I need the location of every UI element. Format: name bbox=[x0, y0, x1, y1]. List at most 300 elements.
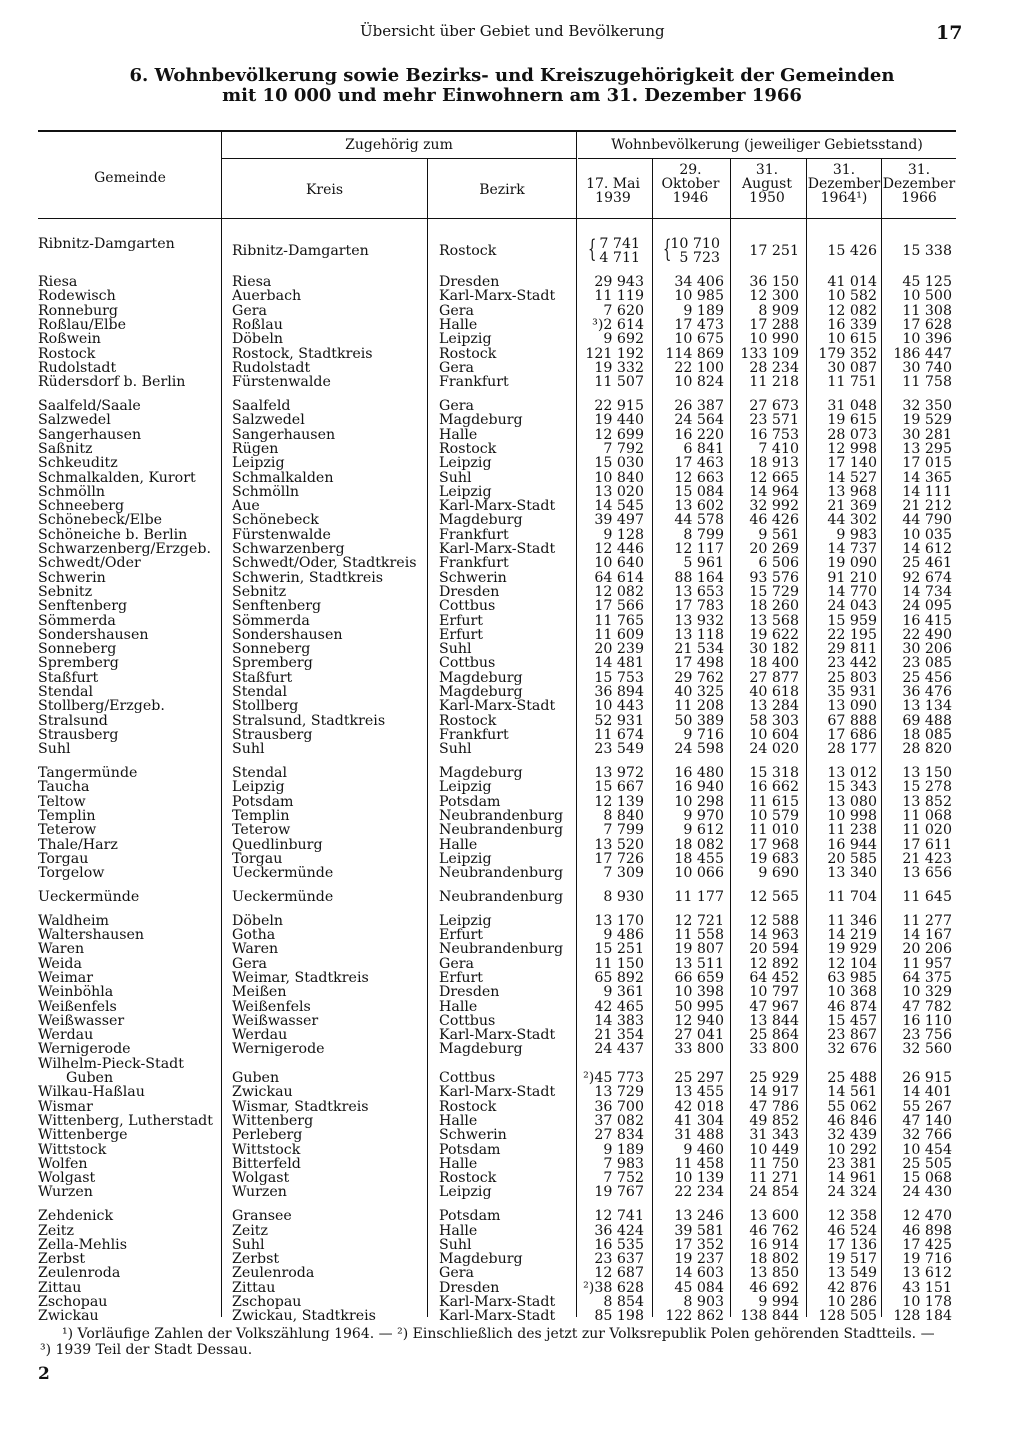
population-value: 33 800 bbox=[674, 1041, 724, 1058]
kreis-cell: Döbeln bbox=[232, 331, 284, 348]
population-value: 32 766 bbox=[902, 1127, 952, 1144]
population-value: 17 140 bbox=[827, 455, 877, 472]
kreis-cell: Aue bbox=[232, 498, 260, 515]
population-value: 42 876 bbox=[827, 1279, 877, 1296]
gemeinde-name: Zwickau bbox=[38, 1308, 99, 1325]
population-value: 8 854 bbox=[603, 1294, 644, 1310]
kreis-cell: Sömmerda bbox=[232, 612, 310, 629]
population-value: 46 524 bbox=[827, 1222, 877, 1239]
header-year-line: 1950 bbox=[749, 190, 785, 206]
population-value: 28 820 bbox=[902, 741, 952, 758]
kreis-cell: Gransee bbox=[232, 1208, 292, 1225]
population-value: 13 511 bbox=[674, 955, 724, 972]
population-value: 18 082 bbox=[674, 836, 724, 853]
gemeinde-name: Wurzen bbox=[38, 1184, 93, 1201]
population-value: 10 066 bbox=[674, 865, 724, 882]
population-value: 25 488 bbox=[827, 1070, 877, 1086]
gemeinde-name: Ronneburg bbox=[38, 302, 118, 319]
population-value: 13 080 bbox=[827, 793, 877, 810]
population-value: 23 867 bbox=[827, 1027, 877, 1044]
kreis-cell: Salzwedel bbox=[232, 412, 305, 429]
population-value: 20 239 bbox=[594, 641, 644, 658]
population-value: 17 968 bbox=[749, 836, 799, 853]
gemeinde-name: Templin bbox=[38, 807, 96, 824]
gemeinde-name: Waltershausen bbox=[38, 927, 145, 943]
population-value: 34 406 bbox=[674, 274, 724, 291]
population-value: 13 568 bbox=[749, 612, 799, 629]
population-value: 23 442 bbox=[827, 655, 877, 672]
population-value: 10 710 bbox=[670, 236, 720, 252]
gemeinde-name: Wittenberg, Lutherstadt bbox=[38, 1112, 213, 1129]
population-value: 10 840 bbox=[594, 469, 644, 486]
population-value: 17 628 bbox=[902, 317, 952, 333]
population-value: 40 618 bbox=[749, 684, 799, 700]
population-value: 10 990 bbox=[749, 331, 799, 348]
bezirk-cell: Gera bbox=[439, 302, 474, 319]
gemeinde-name: Wilkau-Haßlau bbox=[38, 1084, 145, 1101]
bezirk-cell: Cottbus bbox=[439, 1070, 496, 1086]
population-value: 30 087 bbox=[827, 359, 877, 376]
bezirk-cell: Karl-Marx-Stadt bbox=[439, 1294, 556, 1310]
population-value: 44 578 bbox=[674, 512, 724, 529]
header-year-line: Dezember bbox=[882, 176, 956, 192]
population-value: 43 151 bbox=[902, 1279, 952, 1296]
bezirk-cell: Frankfurt bbox=[439, 374, 509, 391]
kreis-cell: Weißwasser bbox=[232, 1012, 319, 1029]
population-value: 92 674 bbox=[902, 569, 952, 586]
population-value: 11 068 bbox=[902, 807, 952, 824]
population-value: 27 877 bbox=[749, 669, 799, 686]
kreis-cell: Torgau bbox=[232, 850, 283, 867]
bezirk-cell: Rostock bbox=[439, 1098, 497, 1115]
kreis-cell: Sangerhausen bbox=[232, 426, 336, 443]
population-value: 14 365 bbox=[902, 469, 952, 486]
population-value: 12 104 bbox=[827, 955, 877, 972]
gemeinde-name: Zschopau bbox=[38, 1294, 108, 1310]
bezirk-cell: Magdeburg bbox=[439, 765, 523, 781]
bezirk-cell: Magdeburg bbox=[439, 684, 523, 700]
bezirk-cell: Karl-Marx-Stadt bbox=[439, 1027, 556, 1044]
population-value: 128 184 bbox=[893, 1308, 952, 1325]
population-value: 23 085 bbox=[902, 655, 952, 672]
gemeinde-name: Schmalkalden, Kurort bbox=[38, 469, 196, 486]
population-value: 10 139 bbox=[674, 1170, 724, 1187]
kreis-cell: Rostock, Stadtkreis bbox=[232, 345, 373, 362]
population-value: 15 343 bbox=[827, 779, 877, 796]
gemeinde-name: Saalfeld/Saale bbox=[38, 398, 141, 414]
kreis-cell: Stralsund, Stadtkreis bbox=[232, 712, 386, 729]
gemeinde-name: Torgau bbox=[38, 850, 89, 867]
population-value: 35 931 bbox=[827, 684, 877, 700]
gemeinde-name: Suhl bbox=[38, 741, 71, 758]
gemeinde-name: Zittau bbox=[38, 1279, 82, 1296]
population-value: 11 645 bbox=[902, 888, 952, 905]
gemeinde-name: Weida bbox=[38, 955, 82, 972]
population-value: 42 465 bbox=[594, 998, 644, 1015]
population-value: 19 237 bbox=[674, 1251, 724, 1268]
population-value: 9 486 bbox=[603, 927, 644, 943]
population-value: 50 995 bbox=[674, 998, 724, 1015]
header-year-line: 29. bbox=[679, 162, 702, 178]
population-value: 11 507 bbox=[594, 374, 644, 391]
population-value: 69 488 bbox=[902, 712, 952, 729]
population-value: 30 740 bbox=[902, 359, 952, 376]
population-value: 11 957 bbox=[902, 955, 952, 972]
population-value: 46 898 bbox=[902, 1222, 952, 1239]
bezirk-cell: Leipzig bbox=[439, 483, 492, 500]
population-value: 11 674 bbox=[594, 726, 644, 743]
bezirk-cell: Karl-Marx-Stadt bbox=[439, 1308, 556, 1325]
population-value: 16 940 bbox=[674, 779, 724, 796]
kreis-cell: Meißen bbox=[232, 984, 287, 1001]
kreis-cell: Ribnitz-Damgarten bbox=[232, 243, 369, 260]
population-value: 19 683 bbox=[749, 850, 799, 867]
population-value: 24 095 bbox=[902, 598, 952, 615]
population-value: 63 985 bbox=[827, 969, 877, 986]
bezirk-cell: Gera bbox=[439, 955, 474, 972]
population-value: 11 765 bbox=[594, 612, 644, 629]
population-value: 13 134 bbox=[902, 698, 952, 715]
kreis-cell: Zeulenroda bbox=[232, 1265, 315, 1282]
population-value: 17 352 bbox=[674, 1236, 724, 1253]
population-value: 8 930 bbox=[603, 888, 644, 905]
population-value: 32 560 bbox=[902, 1041, 952, 1058]
bezirk-cell: Leipzig bbox=[439, 1184, 492, 1201]
population-value: 22 195 bbox=[827, 626, 877, 643]
population-value: 9 460 bbox=[683, 1141, 724, 1158]
population-value: 7 741 bbox=[599, 236, 640, 252]
gemeinde-name: Schöneiche b. Berlin bbox=[38, 526, 188, 543]
gemeinde-name: Sangerhausen bbox=[38, 426, 142, 443]
population-value: 13 852 bbox=[902, 793, 952, 810]
population-value: 15 426 bbox=[827, 243, 877, 260]
gemeinde-name: Stralsund bbox=[38, 712, 108, 729]
kreis-cell: Zwickau bbox=[232, 1084, 293, 1101]
bezirk-cell: Erfurt bbox=[439, 969, 484, 986]
population-value: 66 659 bbox=[674, 969, 724, 986]
header-year-line: Dezember bbox=[807, 176, 881, 192]
population-value: 25 461 bbox=[902, 555, 952, 572]
gemeinde-name: Rostock bbox=[38, 345, 96, 362]
bezirk-cell: Leipzig bbox=[439, 779, 492, 796]
population-value: 17 611 bbox=[902, 836, 952, 853]
population-value: 55 267 bbox=[902, 1098, 952, 1115]
population-value: 11 346 bbox=[827, 912, 877, 929]
population-value: 12 940 bbox=[674, 1012, 724, 1029]
population-value: 10 675 bbox=[674, 331, 724, 348]
gemeinde-name: Weißwasser bbox=[38, 1012, 125, 1029]
population-value: 6 841 bbox=[683, 440, 724, 457]
population-value: 8 799 bbox=[683, 526, 724, 543]
population-value: 93 576 bbox=[749, 569, 799, 586]
population-value: 10 396 bbox=[902, 331, 952, 348]
population-value: 114 869 bbox=[665, 345, 724, 362]
bezirk-cell: Neubrandenburg bbox=[439, 822, 564, 839]
population-value: 12 892 bbox=[749, 955, 799, 972]
bezirk-cell: Halle bbox=[439, 1222, 478, 1239]
population-value: 27 673 bbox=[749, 398, 799, 414]
kreis-cell: Zerbst bbox=[232, 1251, 280, 1268]
population-value: 11 308 bbox=[902, 302, 952, 319]
population-value: 18 455 bbox=[674, 850, 724, 867]
population-value: 32 992 bbox=[749, 498, 799, 515]
population-value: 11 119 bbox=[594, 288, 644, 305]
population-value: 21 423 bbox=[902, 850, 952, 867]
population-value: 20 594 bbox=[749, 941, 799, 958]
population-value: 24 564 bbox=[674, 412, 724, 429]
population-value: 41 304 bbox=[674, 1112, 724, 1129]
population-value: 10 298 bbox=[674, 793, 724, 810]
population-value: 7 792 bbox=[603, 440, 644, 457]
population-value: 10 824 bbox=[674, 374, 724, 391]
bezirk-cell: Dresden bbox=[439, 583, 500, 600]
population-value: 16 662 bbox=[749, 779, 799, 796]
gemeinde-name: Stendal bbox=[38, 684, 94, 700]
gemeinde-name: Sondershausen bbox=[38, 626, 149, 643]
population-value: 13 170 bbox=[594, 912, 644, 929]
population-value: 16 944 bbox=[827, 836, 877, 853]
population-value: 12 082 bbox=[827, 302, 877, 319]
population-value: 15 457 bbox=[827, 1012, 877, 1029]
bezirk-cell: Magdeburg bbox=[439, 412, 523, 429]
population-value: 12 358 bbox=[827, 1208, 877, 1225]
gemeinde-name: Weinböhla bbox=[38, 984, 114, 1001]
population-value: 13 295 bbox=[902, 440, 952, 457]
table-title-line-1: 6. Wohnbevölkerung sowie Bezirks- und Kreiszugehörigkeit der Gemeinden bbox=[129, 65, 895, 86]
population-value: 24 043 bbox=[827, 598, 877, 615]
population-value: 47 967 bbox=[749, 998, 799, 1015]
population-value: 31 343 bbox=[749, 1127, 799, 1144]
bezirk-cell: Suhl bbox=[439, 469, 472, 486]
population-value: 42 018 bbox=[674, 1098, 724, 1115]
gemeinde-name: Wernigerode bbox=[38, 1041, 131, 1058]
page-number: 17 bbox=[936, 22, 963, 44]
population-value: 14 383 bbox=[594, 1012, 644, 1029]
population-value: 20 585 bbox=[827, 850, 877, 867]
kreis-cell: Sonneberg bbox=[232, 641, 311, 658]
population-value: 10 398 bbox=[674, 984, 724, 1001]
population-value: 13 012 bbox=[827, 765, 877, 781]
population-value: 28 177 bbox=[827, 741, 877, 758]
header-kreis: Kreis bbox=[305, 182, 344, 198]
population-value: 15 084 bbox=[674, 483, 724, 500]
population-value: 36 424 bbox=[594, 1222, 644, 1239]
population-value: 46 762 bbox=[749, 1222, 799, 1239]
header-year-line: 31. bbox=[755, 162, 779, 178]
gemeinde-name: Sömmerda bbox=[38, 612, 116, 629]
population-value: 14 603 bbox=[674, 1265, 724, 1282]
population-value: 17 463 bbox=[674, 455, 724, 472]
header-zugehoerig: Zugehörig zum bbox=[345, 137, 453, 153]
kreis-cell: Senftenberg bbox=[232, 598, 322, 615]
kreis-cell: Schwerin, Stadtkreis bbox=[232, 569, 384, 586]
gemeinde-name: Ueckermünde bbox=[38, 888, 140, 905]
kreis-cell: Roßlau bbox=[232, 317, 283, 333]
population-value: 18 260 bbox=[749, 598, 799, 615]
population-value: 16 110 bbox=[902, 1012, 952, 1029]
population-value: 11 010 bbox=[749, 822, 799, 839]
kreis-cell: Suhl bbox=[232, 741, 265, 758]
population-value: 11 758 bbox=[902, 374, 952, 391]
population-value: 14 219 bbox=[827, 927, 877, 943]
population-value: 25 456 bbox=[902, 669, 952, 686]
gemeinde-name: Waren bbox=[38, 941, 85, 958]
population-value: 25 929 bbox=[749, 1070, 799, 1086]
population-value: 20 269 bbox=[749, 541, 799, 557]
population-value: 179 352 bbox=[818, 345, 877, 362]
population-value: 19 622 bbox=[749, 626, 799, 643]
kreis-cell: Riesa bbox=[232, 274, 272, 291]
gemeinde-name: Schwedt/Oder bbox=[38, 555, 141, 572]
population-value: 14 963 bbox=[749, 927, 799, 943]
bezirk-cell: Frankfurt bbox=[439, 555, 509, 572]
population-value: 10 286 bbox=[827, 1294, 877, 1310]
population-value: 17 726 bbox=[594, 850, 644, 867]
population-value: 22 490 bbox=[902, 626, 952, 643]
population-value: 18 913 bbox=[749, 455, 799, 472]
kreis-cell: Stendal bbox=[232, 684, 288, 700]
population-value: 9 970 bbox=[683, 807, 724, 824]
population-value: 36 150 bbox=[749, 274, 799, 291]
population-value: 11 458 bbox=[674, 1155, 724, 1172]
population-value: 12 139 bbox=[594, 793, 644, 810]
population-value: 15 251 bbox=[594, 941, 644, 958]
population-value: 11 208 bbox=[674, 698, 724, 715]
bezirk-cell: Halle bbox=[439, 836, 478, 853]
population-value: 13 340 bbox=[827, 865, 877, 882]
population-value: 10 579 bbox=[749, 807, 799, 824]
population-value: 45 125 bbox=[902, 274, 952, 291]
kreis-cell: Gotha bbox=[232, 927, 276, 943]
header-year-line: 1966 bbox=[901, 190, 937, 206]
population-value: 29 762 bbox=[674, 669, 724, 686]
gemeinde-name: Spremberg bbox=[38, 655, 119, 672]
kreis-cell: Weimar, Stadtkreis bbox=[232, 969, 369, 986]
population-value: 88 164 bbox=[674, 569, 724, 586]
gemeinde-name: Riesa bbox=[38, 274, 78, 291]
population-value: 12 117 bbox=[674, 541, 724, 557]
population-value: 13 455 bbox=[674, 1084, 724, 1101]
population-value: 13 090 bbox=[827, 698, 877, 715]
bezirk-cell: Cottbus bbox=[439, 598, 496, 615]
kreis-cell: Wernigerode bbox=[232, 1041, 325, 1058]
bezirk-cell: Karl-Marx-Stadt bbox=[439, 541, 556, 557]
population-value: 14 917 bbox=[749, 1084, 799, 1101]
population-value: 46 426 bbox=[749, 512, 799, 529]
bezirk-cell: Potsdam bbox=[439, 1141, 501, 1158]
population-value: 15 278 bbox=[902, 779, 952, 796]
kreis-cell: Weißenfels bbox=[232, 998, 311, 1015]
population-value: 12 446 bbox=[594, 541, 644, 557]
population-value: 7 799 bbox=[603, 822, 644, 839]
kreis-cell: Waren bbox=[232, 941, 279, 958]
population-value: 128 505 bbox=[818, 1308, 877, 1325]
population-value: 8 840 bbox=[603, 807, 644, 824]
gemeinde-name: Strausberg bbox=[38, 726, 119, 743]
gemeinde-name: Sonneberg bbox=[38, 641, 117, 658]
population-value: 9 612 bbox=[683, 822, 724, 839]
population-value: 14 545 bbox=[594, 498, 644, 515]
kreis-cell: Zittau bbox=[232, 1279, 276, 1296]
population-value: 26 387 bbox=[674, 398, 724, 414]
bezirk-cell: Magdeburg bbox=[439, 669, 523, 686]
population-value: 13 284 bbox=[749, 698, 799, 715]
header-year-line: 1964¹) bbox=[820, 190, 868, 206]
population-value: 13 656 bbox=[902, 865, 952, 882]
bezirk-cell: Gera bbox=[439, 359, 474, 376]
gemeinde-name: Roßwein bbox=[38, 331, 101, 348]
gemeinde-name: Teltow bbox=[38, 793, 86, 810]
population-value: 21 534 bbox=[674, 641, 724, 658]
kreis-cell: Schmölln bbox=[232, 483, 300, 500]
population-value: 10 292 bbox=[827, 1141, 877, 1158]
population-value: 16 480 bbox=[674, 765, 724, 781]
bezirk-cell: Suhl bbox=[439, 741, 472, 758]
bezirk-cell: Leipzig bbox=[439, 850, 492, 867]
population-value: 8 909 bbox=[758, 302, 799, 319]
population-value: 18 802 bbox=[749, 1251, 799, 1268]
kreis-cell: Stendal bbox=[232, 765, 288, 781]
population-value: 21 369 bbox=[827, 498, 877, 515]
population-value: 12 998 bbox=[827, 440, 877, 457]
population-value: 6 506 bbox=[758, 555, 799, 572]
population-value: 36 700 bbox=[594, 1098, 644, 1115]
bezirk-cell: Potsdam bbox=[439, 1208, 501, 1225]
population-value: 64 375 bbox=[902, 969, 952, 986]
population-value: 27 834 bbox=[594, 1127, 644, 1144]
bezirk-cell: Rostock bbox=[439, 243, 497, 260]
bezirk-cell: Neubrandenburg bbox=[439, 888, 564, 905]
population-value: 46 692 bbox=[749, 1279, 799, 1296]
population-value: 17 686 bbox=[827, 726, 877, 743]
population-value: 22 234 bbox=[674, 1184, 724, 1201]
gemeinde-name: Schwerin bbox=[38, 569, 106, 586]
gemeinde-name: Rodewisch bbox=[38, 288, 116, 305]
gemeinde-name: Rüdersdorf b. Berlin bbox=[38, 374, 186, 391]
population-value: 10 640 bbox=[594, 555, 644, 572]
population-value: 39 581 bbox=[674, 1222, 724, 1239]
bezirk-cell: Neubrandenburg bbox=[439, 807, 564, 824]
population-value: 12 663 bbox=[674, 469, 724, 486]
bezirk-cell: Leipzig bbox=[439, 912, 492, 929]
population-value: 11 020 bbox=[902, 822, 952, 839]
kreis-cell: Gera bbox=[232, 302, 267, 319]
header-year-line: 17. Mai bbox=[586, 176, 640, 192]
bezirk-cell: Frankfurt bbox=[439, 526, 509, 543]
bezirk-cell: Rostock bbox=[439, 712, 497, 729]
population-value: 19 517 bbox=[827, 1251, 877, 1268]
bezirk-cell: Halle bbox=[439, 998, 478, 1015]
kreis-cell: Fürstenwalde bbox=[232, 526, 331, 543]
population-value: 19 807 bbox=[674, 941, 724, 958]
population-value: 23 571 bbox=[749, 412, 799, 429]
population-value: 12 721 bbox=[674, 912, 724, 929]
gemeinde-name: Torgelow bbox=[38, 865, 105, 882]
gemeinde-name: Weimar bbox=[38, 969, 94, 986]
population-value: 47 782 bbox=[902, 998, 952, 1015]
population-value: 50 389 bbox=[674, 712, 724, 729]
population-value: 11 751 bbox=[827, 374, 877, 391]
population-value: 27 041 bbox=[674, 1027, 724, 1044]
population-value: 14 964 bbox=[749, 483, 799, 500]
bezirk-cell: Karl-Marx-Stadt bbox=[439, 288, 556, 305]
population-value: 17 473 bbox=[674, 317, 724, 333]
population-value: 19 716 bbox=[902, 1251, 952, 1268]
signature-mark: 2 bbox=[38, 1364, 50, 1384]
bezirk-cell: Karl-Marx-Stadt bbox=[439, 698, 556, 715]
bezirk-cell: Cottbus bbox=[439, 655, 496, 672]
population-value: 10 500 bbox=[902, 288, 952, 305]
